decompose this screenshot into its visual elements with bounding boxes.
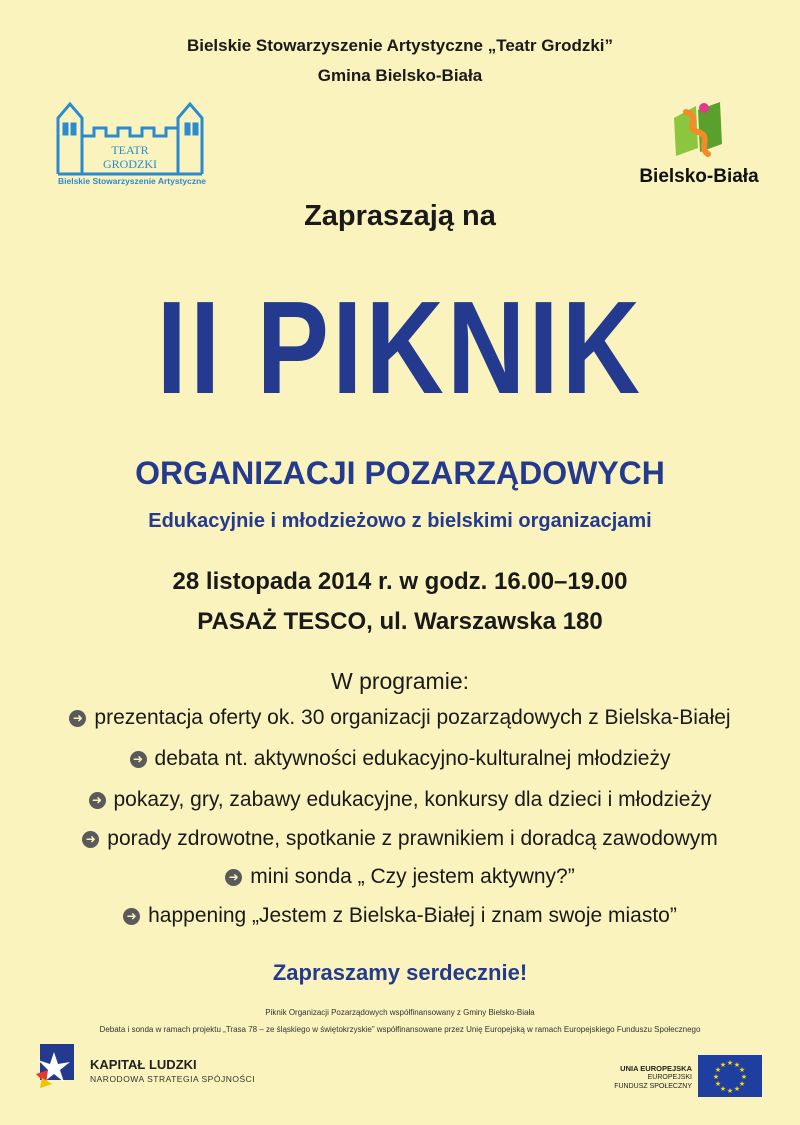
svg-text:★: ★ [719, 1085, 727, 1093]
teatr-name-top: TEATR [111, 143, 149, 157]
program-item: ➜ prezentacja oferty ok. 30 organizacji pozarządowych z Bielska-Białej [0, 706, 800, 730]
program-item: ➜ happening „Jestem z Bielska-Białej i znam swoje miasto” [0, 904, 800, 928]
svg-text:★: ★ [726, 1059, 734, 1067]
arrow-right-icon: ➜ [225, 869, 242, 886]
program-item: ➜ porady zdrowotne, spotkanie z prawnikiem i doradcą zawodowym [0, 827, 800, 851]
svg-text:★: ★ [738, 1080, 746, 1088]
event-subtitle: ORGANIZACJI POZARZĄDOWYCH [135, 455, 665, 491]
kapital-ludzki-title: KAPITAŁ LUDZKI [90, 1057, 197, 1072]
teatr-name-bottom: GRODZKI [103, 157, 157, 171]
event-date: 28 listopada 2014 r. w godz. 16.00–19.00 [172, 568, 628, 595]
arrow-right-icon: ➜ [130, 751, 147, 768]
svg-text:★: ★ [740, 1073, 748, 1081]
arrow-right-icon: ➜ [89, 792, 106, 809]
event-title: II PIKNIK [156, 274, 644, 421]
kapital-ludzki-logo-icon [34, 1040, 78, 1090]
organizer-line-1: Bielskie Stowarzyszenie Artystyczne „Teatr Grodzki” [186, 36, 614, 55]
event-place: PASAŻ TESCO, ul. Warszawska 180 [197, 608, 603, 635]
closing-line: Zapraszamy serdecznie! [272, 960, 528, 985]
funding-note-2: Debata i sonda w ramach projektu „Trasa 78 – ze śląskiego w świętokrzyskie” współfinansowane przez Unię Europejską w ramach Europejskiego Funduszu Społecznego [99, 1025, 701, 1034]
svg-text:★: ★ [714, 1080, 722, 1088]
program-item: ➜ pokazy, gry, zabawy edukacyjne, konkursy dla dzieci i młodzieży [0, 788, 800, 812]
svg-text:★: ★ [733, 1061, 741, 1069]
funding-note-1: Piknik Organizacji Pozarządowych współfinansowany z Gminy Bielsko-Biała [265, 1008, 535, 1017]
organizer-line-2: Gmina Bielsko-Biała [317, 66, 483, 85]
svg-text:★: ★ [738, 1066, 746, 1074]
program-title: W programie: [330, 668, 470, 694]
event-tagline: Edukacyjnie i młodzieżowo z bielskimi organizacjami [148, 510, 652, 532]
eu-caption: UNIA EUROPEJSKA EUROPEJSKI FUNDUSZ SPOŁECZNY [614, 1064, 692, 1090]
teatr-caption: Bielskie Stowarzyszenie Artystyczne [57, 176, 207, 186]
kapital-ludzki-subtitle: NARODOWA STRATEGIA SPÓJNOŚCI [90, 1074, 256, 1084]
eu-flag-icon [698, 1055, 762, 1097]
program-item: ➜ debata nt. aktywności edukacyjno-kulturalnej młodzieży [0, 747, 800, 771]
svg-text:★: ★ [714, 1066, 722, 1074]
arrow-right-icon: ➜ [82, 831, 99, 848]
svg-text:★: ★ [719, 1061, 727, 1069]
svg-text:★: ★ [712, 1073, 720, 1081]
city-name: Bielsko-Biała [639, 166, 759, 187]
arrow-right-icon: ➜ [69, 710, 86, 727]
program-item: ➜ mini sonda „ Czy jestem aktywny?” [0, 865, 800, 889]
svg-text:★: ★ [726, 1087, 734, 1095]
invite-line: Zapraszają na [304, 200, 496, 232]
bielsko-biala-logo-icon [668, 98, 728, 162]
arrow-right-icon: ➜ [123, 908, 140, 925]
svg-text:★: ★ [733, 1085, 741, 1093]
